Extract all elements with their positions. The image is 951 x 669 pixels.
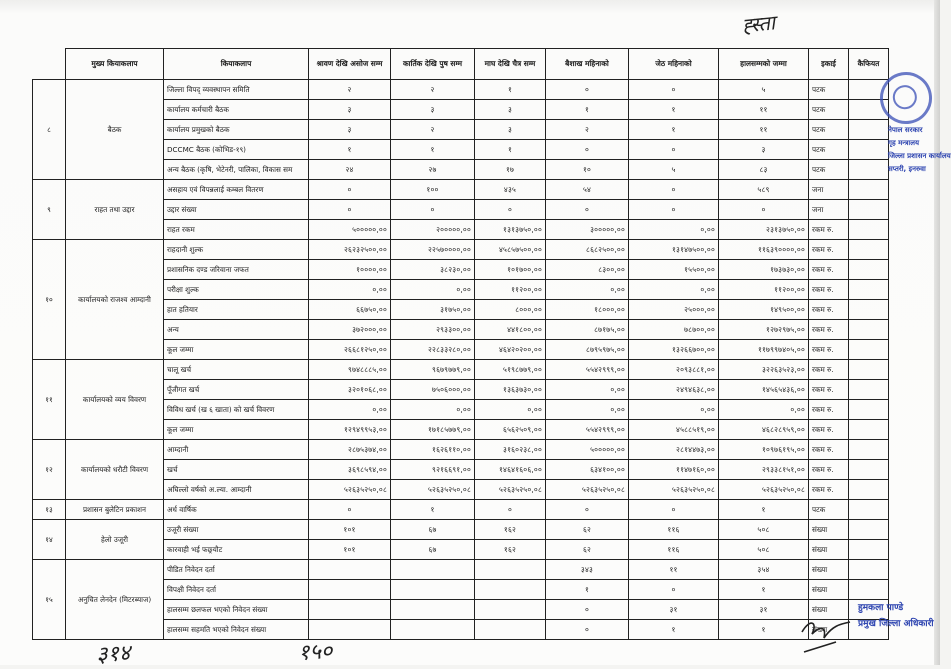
baishakh-cell: ० [546, 80, 629, 100]
q1-cell: १००००,०० [309, 260, 391, 280]
jestha-cell: ५ [629, 160, 719, 180]
activity-cell: कार्यालय प्रमुखको बैठक [164, 120, 309, 140]
total-cell: ४६८२८९५९,०० [719, 420, 809, 440]
table-row [33, 440, 889, 460]
q1-cell: १ [309, 140, 391, 160]
unit-cell: पटक [809, 80, 849, 100]
baishakh-cell: ८३००,०० [546, 260, 629, 280]
jestha-cell: ० [629, 200, 719, 220]
unit-cell: जना [809, 200, 849, 220]
baishakh-cell: ० [546, 140, 629, 160]
table-row [33, 80, 889, 100]
q2-cell: २२८३३२८०,०० [391, 340, 475, 360]
total-cell: १ [719, 580, 809, 600]
remarks-cell [849, 240, 889, 260]
q3-cell: ३१६०२३८,०० [475, 440, 546, 460]
stamp-line-2: गृह मन्त्रालय [888, 139, 920, 147]
q2-cell: २०००००,०० [391, 220, 475, 240]
header-jestha: जेठ महिनाको [629, 49, 719, 80]
q3-cell [475, 560, 546, 580]
q1-cell: १०१ [309, 520, 391, 540]
jestha-cell: ०,०० [629, 220, 719, 240]
jestha-cell: ४५८८५१९,०० [629, 420, 719, 440]
activity-cell: खर्च [164, 460, 309, 480]
remarks-cell [849, 380, 889, 400]
q2-cell: २९३३००,०० [391, 320, 475, 340]
q1-cell: २ [309, 80, 391, 100]
q2-cell [391, 580, 475, 600]
remarks-cell [849, 200, 889, 220]
jestha-cell: ३१ [629, 600, 719, 620]
total-cell: ११७९९७४०५,०० [719, 340, 809, 360]
q1-cell: १०१ [309, 540, 391, 560]
total-cell: १ [719, 620, 809, 640]
serial-number: ८ [33, 80, 66, 180]
jestha-cell: ११६ [629, 520, 719, 540]
q3-cell: ३ [475, 100, 546, 120]
total-cell: १०९७६१९५,०० [719, 440, 809, 460]
main-activity-cell: हेलो उजूरी [66, 520, 164, 560]
q1-cell: ३७२०००,०० [309, 320, 391, 340]
q3-cell: ८०००,०० [475, 300, 546, 320]
serial-number: १३ [33, 500, 66, 520]
total-cell: ३५४ [719, 560, 809, 580]
unit-cell: संख्या [809, 580, 849, 600]
unit-cell: रकम रु. [809, 300, 849, 320]
officer-stamp [858, 600, 934, 632]
activity-cell: परीक्षा शुल्क [164, 280, 309, 300]
activity-cell: उद्दार संख्या [164, 200, 309, 220]
jestha-cell: ० [629, 500, 719, 520]
activity-cell: हालसम्म छलफल भएको निवेदन संख्या [164, 600, 309, 620]
remarks-cell [849, 300, 889, 320]
remarks-cell [849, 180, 889, 200]
q1-cell [309, 580, 391, 600]
unit-cell: पटक [809, 140, 849, 160]
q1-cell: ०,०० [309, 400, 391, 420]
bottom-mid-handwritten-mark: १५० [297, 638, 334, 667]
jestha-cell: १३१४७५००,०० [629, 240, 719, 260]
activity-cell: जिल्ला विपद् व्यवस्थापन समिति [164, 80, 309, 100]
baishakh-cell: १ [546, 580, 629, 600]
activity-cell: कूल जम्मा [164, 420, 309, 440]
q3-cell [475, 620, 546, 640]
main-activity-cell: कार्यालयको धरौटी विवरण [66, 440, 164, 500]
unit-cell: रकम रु. [809, 240, 849, 260]
total-cell: ८३ [719, 160, 809, 180]
baishakh-cell: ३४३ [546, 560, 629, 580]
jestha-cell: ०,०० [629, 280, 719, 300]
baishakh-cell: ० [546, 620, 629, 640]
remarks-cell [849, 280, 889, 300]
q3-cell: ५१९८७७९,०० [475, 360, 546, 380]
total-cell: ३ [719, 140, 809, 160]
activity-cell: कार्यालय कर्मचारी बैठक [164, 100, 309, 120]
table-row [33, 560, 889, 580]
q2-cell: १ [391, 500, 475, 520]
jestha-cell: २४९४६३८,०० [629, 380, 719, 400]
main-activity-cell: कार्यालयको राजश्व आम्दानी [66, 240, 164, 360]
header-baishakh: बैशाख महिनाको [546, 49, 629, 80]
unit-cell: पटक [809, 120, 849, 140]
q2-cell: ०,०० [391, 400, 475, 420]
q1-cell: ६६७५०,०० [309, 300, 391, 320]
baishakh-cell: ३०००००,०० [546, 220, 629, 240]
activity-cell: अन्य बैठक (कृषि, भेटेनरी, पालिका, विकास सम [164, 160, 309, 180]
q3-cell: १०१७००,०० [475, 260, 546, 280]
unit-cell: रकम रु. [809, 420, 849, 440]
header-kartik-push: कार्तिक देखि पुष सम्म [391, 49, 475, 80]
q2-cell: ०,०० [391, 280, 475, 300]
jestha-cell: ०,०० [629, 400, 719, 420]
jestha-cell: ७८७००,०० [629, 320, 719, 340]
remarks-cell [849, 520, 889, 540]
unit-cell: पटक [809, 500, 849, 520]
q3-cell: १७ [475, 160, 546, 180]
jestha-cell: ० [629, 140, 719, 160]
bottom-left-handwritten-mark: ३१४ [95, 640, 132, 669]
total-cell: ५०८ [719, 520, 809, 540]
serial-number: ११ [33, 360, 66, 440]
unit-cell: रकम रु. [809, 280, 849, 300]
unit-cell: पटक [809, 100, 849, 120]
q3-cell: ० [475, 200, 546, 220]
jestha-cell: १५५००,०० [629, 260, 719, 280]
q1-cell: ५०००००,०० [309, 220, 391, 240]
remarks-cell [849, 560, 889, 580]
baishakh-cell: १० [546, 160, 629, 180]
q2-cell: ७५०६०००,०० [391, 380, 475, 400]
unit-cell: संख्या [809, 540, 849, 560]
unit-cell: रकम रु. [809, 460, 849, 480]
total-cell: १७३७३०,०० [719, 260, 809, 280]
q1-cell: ० [309, 500, 391, 520]
table-row [33, 520, 889, 540]
officer-title: प्रमुख जिल्ला अधिकारी [858, 619, 934, 629]
unit-cell: रकम रु. [809, 360, 849, 380]
jestha-cell: १ [629, 100, 719, 120]
q1-cell: ५२६३५२५०,०८ [309, 480, 391, 500]
activity-cell: चालू खर्च [164, 360, 309, 380]
unit-cell: रकम रु. [809, 480, 849, 500]
jestha-cell: २८१४४७३,०० [629, 440, 719, 460]
q1-cell: ३ [309, 120, 391, 140]
q1-cell: ३ [309, 100, 391, 120]
total-cell: ५ [719, 80, 809, 100]
total-cell: ११ [719, 120, 809, 140]
baishakh-cell: ० [546, 200, 629, 220]
q2-cell: ३८२३०,०० [391, 260, 475, 280]
jestha-cell: १३२६६७००,०० [629, 340, 719, 360]
main-activity-cell: कार्यालयको व्यय विवरण [66, 360, 164, 440]
table-row [33, 240, 889, 260]
activity-cell: हालसम्म सहमति भएको निवेदन संख्या [164, 620, 309, 640]
q2-cell: ५२६३५२५०,०८ [391, 480, 475, 500]
baishakh-cell: ६२ [546, 520, 629, 540]
q3-cell: ४५८५७५००,०० [475, 240, 546, 260]
table-header-row [33, 49, 889, 80]
activity-cell: पूँजीगत खर्च [164, 380, 309, 400]
q3-cell [475, 600, 546, 620]
main-activity-cell: अनुचित लेनदेन (मिटरब्याज) [66, 560, 164, 640]
activity-cell: हात हतियार [164, 300, 309, 320]
total-cell: ११६३९००००,०० [719, 240, 809, 260]
q3-cell: ६५६२५०९,०० [475, 420, 546, 440]
jestha-cell: ५२६३५२५०,०८ [629, 480, 719, 500]
activity-cell: अर्ध वार्षिक [164, 500, 309, 520]
unit-cell: रकम रु. [809, 440, 849, 460]
office-stamp-text [888, 124, 951, 176]
q2-cell: ९२१६६९१,०० [391, 460, 475, 480]
jestha-cell: ११ [629, 560, 719, 580]
q3-cell: ४४१८००,०० [475, 320, 546, 340]
q2-cell: १७१८५७७९,०० [391, 420, 475, 440]
q1-cell: ३६९८५९४,०० [309, 460, 391, 480]
baishakh-cell: ५५४२९९९,०० [546, 420, 629, 440]
q3-cell: १६२ [475, 540, 546, 560]
baishakh-cell: ८६८२५००,०० [546, 240, 629, 260]
baishakh-cell: ८७१७५,०० [546, 320, 629, 340]
activity-cell: आम्दानी [164, 440, 309, 460]
jestha-cell: ११६ [629, 540, 719, 560]
remarks-cell [849, 480, 889, 500]
header-cumulative: हालसम्मको जम्मा [719, 49, 809, 80]
header-activity: कियाकलाप [164, 49, 309, 80]
unit-cell: संख्या [809, 560, 849, 580]
q3-cell: ४३५ [475, 180, 546, 200]
activity-cell: पीडित निवेदन दर्ता [164, 560, 309, 580]
page-edge-shadow [934, 0, 940, 665]
total-cell: २९३३८१५१,०० [719, 460, 809, 480]
jestha-cell: ११४७१६०,०० [629, 460, 719, 480]
serial-number: १५ [33, 560, 66, 640]
baishakh-cell: ०,०० [546, 400, 629, 420]
remarks-cell [849, 580, 889, 600]
remarks-cell [849, 140, 889, 160]
table-row [33, 500, 889, 520]
q2-cell: १६२६११०,०० [391, 440, 475, 460]
baishakh-cell: ६३४१००,०० [546, 460, 629, 480]
total-cell: १२७२९७५,०० [719, 320, 809, 340]
total-cell: ५०८ [719, 540, 809, 560]
q3-cell: १३६३७३०,०० [475, 380, 546, 400]
table-body [33, 80, 889, 640]
q1-cell [309, 560, 391, 580]
q3-cell [475, 580, 546, 600]
jestha-cell: ० [629, 580, 719, 600]
remarks-cell [849, 160, 889, 180]
activity-cell: कूल जम्मा [164, 340, 309, 360]
total-cell: ०,०० [719, 400, 809, 420]
q3-cell: १३१३७५०,०० [475, 220, 546, 240]
stamp-line-3: जिल्ला प्रशासन कार्यालय [888, 152, 951, 160]
baishakh-cell: ५२६३५२५०,०८ [546, 480, 629, 500]
unit-cell: संख्या [809, 620, 849, 640]
q1-cell: १२९४९९५३,०० [309, 420, 391, 440]
q1-cell: २८७५३७४,०० [309, 440, 391, 460]
activity-report-table [32, 48, 889, 640]
unit-cell: संख्या [809, 520, 849, 540]
main-activity-cell: बैठक [66, 80, 164, 180]
q2-cell: २७ [391, 160, 475, 180]
activity-cell: उजूरी संख्या [164, 520, 309, 540]
q2-cell: २ [391, 120, 475, 140]
activity-cell: राहदानी शुल्क [164, 240, 309, 260]
jestha-cell: १ [629, 120, 719, 140]
activity-cell: राहत रकम [164, 220, 309, 240]
unit-cell: रकम रु. [809, 400, 849, 420]
jestha-cell: ० [629, 180, 719, 200]
total-cell: ११२००,०० [719, 280, 809, 300]
activity-cell: अन्य [164, 320, 309, 340]
baishakh-cell: १ [546, 100, 629, 120]
q2-cell [391, 560, 475, 580]
serial-number: १० [33, 240, 66, 360]
unit-cell: रकम रु. [809, 220, 849, 240]
q2-cell [391, 620, 475, 640]
activity-cell: प्रशासनिक दण्ड जरिवाना जफत [164, 260, 309, 280]
remarks-cell [849, 500, 889, 520]
header-shrawan-ashoj: श्रावण देखि असोज सम्म [309, 49, 391, 80]
total-cell: ३२२६३५२३,०० [719, 360, 809, 380]
total-cell: ११ [719, 100, 809, 120]
q1-cell: २६६८१२५०,०० [309, 340, 391, 360]
unit-cell: रकम रु. [809, 260, 849, 280]
remarks-cell [849, 460, 889, 480]
remarks-cell [849, 360, 889, 380]
remarks-cell [849, 400, 889, 420]
q2-cell [391, 600, 475, 620]
q3-cell: ५२६३५२५०,०८ [475, 480, 546, 500]
remarks-cell [849, 220, 889, 240]
q2-cell: ६७ [391, 520, 475, 540]
serial-number: १४ [33, 520, 66, 560]
total-cell: ३१ [719, 600, 809, 620]
unit-cell: रकम रु. [809, 380, 849, 400]
main-activity-cell: प्रशासन बुलेटिन प्रकाशन [66, 500, 164, 520]
q2-cell: १ [391, 140, 475, 160]
table-row [33, 180, 889, 200]
total-cell: ५२६३५२५०,०८ [719, 480, 809, 500]
baishakh-cell: ० [546, 600, 629, 620]
q3-cell: ० [475, 500, 546, 520]
activity-cell: विपक्षी निवेदन दर्ता [164, 580, 309, 600]
unit-cell: संख्या [809, 600, 849, 620]
q3-cell: १ [475, 140, 546, 160]
remarks-cell [849, 320, 889, 340]
q2-cell: २ [391, 80, 475, 100]
q2-cell: ० [391, 200, 475, 220]
top-handwritten-initial: ह्स्ता [740, 10, 777, 38]
stamp-line-1: नेपाल सरकार [888, 126, 923, 134]
activity-cell: अघिल्लो वर्षको अ.ल्या. आम्दानी [164, 480, 309, 500]
q1-cell [309, 600, 391, 620]
total-cell: १४५६५४३६,०० [719, 380, 809, 400]
baishakh-cell: २ [546, 120, 629, 140]
remarks-cell [849, 260, 889, 280]
total-cell: ० [719, 200, 809, 220]
baishakh-cell: ८७९५९७५,०० [546, 340, 629, 360]
q1-cell: ०,०० [309, 280, 391, 300]
baishakh-cell: ०,०० [546, 380, 629, 400]
q2-cell: ६७ [391, 540, 475, 560]
jestha-cell: ० [629, 80, 719, 100]
baishakh-cell: १८०००,०० [546, 300, 629, 320]
header-unit: इकाई [809, 49, 849, 80]
remarks-cell [849, 340, 889, 360]
activity-cell: असहाय एवं विपन्नलाई कम्बल वितरण [164, 180, 309, 200]
q1-cell: ९७४८८८५,०० [309, 360, 391, 380]
q1-cell: २४ [309, 160, 391, 180]
unit-cell: रकम रु. [809, 340, 849, 360]
baishakh-cell: ५४ [546, 180, 629, 200]
remarks-cell [849, 540, 889, 560]
baishakh-cell: ५०००००,०० [546, 440, 629, 460]
remarks-cell [849, 440, 889, 460]
q2-cell: ३१७५०,०० [391, 300, 475, 320]
total-cell: १ [719, 500, 809, 520]
q1-cell: ३२०१०६८,०० [309, 380, 391, 400]
baishakh-cell: ६२ [546, 540, 629, 560]
q3-cell: ३ [475, 120, 546, 140]
remarks-cell [849, 120, 889, 140]
table-row [33, 360, 889, 380]
unit-cell: जना [809, 180, 849, 200]
q3-cell: ०,०० [475, 400, 546, 420]
serial-number: ९ [33, 180, 66, 240]
total-cell: २३१३७५०,०० [719, 220, 809, 240]
header-magh-chaitra: माघ देखि चैत्र सम्म [475, 49, 546, 80]
jestha-cell: २०९३८८१,०० [629, 360, 719, 380]
officer-name: हुमकला पाण्डे [858, 603, 904, 613]
q3-cell: ११२००,०० [475, 280, 546, 300]
q3-cell: १ [475, 80, 546, 100]
baishakh-cell: ०,०० [546, 280, 629, 300]
remarks-cell [849, 420, 889, 440]
unit-cell: पटक [809, 160, 849, 180]
q1-cell: ० [309, 200, 391, 220]
header-remarks: कैफियत [849, 49, 889, 80]
jestha-cell: २५०००,०० [629, 300, 719, 320]
serial-number: १२ [33, 440, 66, 500]
q1-cell: २६२३२५००,०० [309, 240, 391, 260]
baishakh-cell: ० [546, 500, 629, 520]
q3-cell: १६२ [475, 520, 546, 540]
header-serial [33, 49, 66, 80]
total-cell: ५८९ [719, 180, 809, 200]
header-main-activity: मुख्य कियाकलाप [66, 49, 164, 80]
q2-cell: ९६७९७७९,०० [391, 360, 475, 380]
activity-cell: विविध खर्च (ख ६ खाता) को खर्च विवरण [164, 400, 309, 420]
activity-cell: कारवाही भई फछ्र्यौट [164, 540, 309, 560]
total-cell: १४९५००,०० [719, 300, 809, 320]
unit-cell: रकम रु. [809, 320, 849, 340]
main-activity-cell: राहत तथा उद्दार [66, 180, 164, 240]
baishakh-cell: ५५४२९९९,०० [546, 360, 629, 380]
q3-cell: १४६४१६०६,०० [475, 460, 546, 480]
jestha-cell: १ [629, 620, 719, 640]
q2-cell: १०० [391, 180, 475, 200]
activity-cell: DCCMC बैठक (कोभिड-१९) [164, 140, 309, 160]
q1-cell: ० [309, 180, 391, 200]
q2-cell: ३ [391, 100, 475, 120]
stamp-line-4: सप्तरी, इनरुवा [888, 165, 926, 173]
q2-cell: २२५७००००,०० [391, 240, 475, 260]
q3-cell: ४६४२०२००,०० [475, 340, 546, 360]
